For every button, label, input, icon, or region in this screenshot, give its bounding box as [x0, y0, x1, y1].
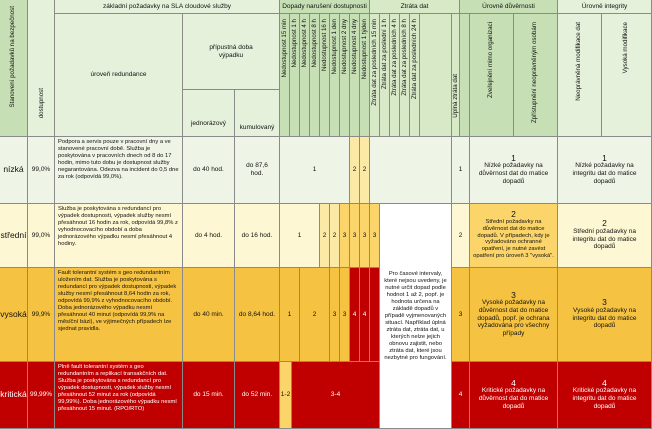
- integ-low-text: Nízké požadavky na integritu dat do matice dopadů: [572, 162, 637, 185]
- impact-medium-10: 3: [370, 204, 380, 268]
- conf-col-0: [460, 14, 470, 137]
- impact-low-9: 2: [360, 137, 370, 204]
- impact-col-header: [300, 14, 310, 137]
- impact-col-header-label: Nedostupnost 1 h: [291, 19, 298, 68]
- impact-col-header-label: Nedostupnost 15 min: [281, 19, 288, 78]
- data-loss-col-header-label: Ztráta dat za posledních 4 h: [391, 19, 398, 96]
- data-loss-total-header-label: Úplná ztráta dat: [452, 74, 459, 118]
- conf-col-2: [514, 14, 558, 137]
- cumulative-header: [235, 90, 280, 137]
- impact-medium-6: 2: [330, 204, 340, 268]
- impact-high-10: [370, 268, 380, 362]
- single-critical: do 15 min.: [183, 362, 235, 429]
- impact-high-9: 4: [360, 268, 370, 362]
- impact-high-6: 3: [330, 268, 340, 362]
- level-critical: kritická: [0, 362, 28, 429]
- integ-high: [558, 268, 652, 362]
- data-loss-col-header: [390, 14, 400, 137]
- conf-group-label: Úrovně důvěrnosti: [482, 2, 535, 10]
- impact-col-header-label: Nedostupnost 1 den: [331, 19, 338, 75]
- data-loss-low: [370, 137, 452, 204]
- availability-critical: 99,99%: [28, 362, 55, 429]
- conf-critical-text: Kritické požadavky na důvěrnost dat do matice dopadů: [478, 387, 549, 410]
- recovery-header-label: přípustná doba výpadku: [209, 43, 253, 59]
- cumulative-critical: do 52 min.: [235, 362, 280, 429]
- data-loss-group-label: Ztráta dat: [400, 2, 429, 10]
- integ-col-2: [602, 14, 652, 137]
- impact-col-header: [360, 14, 370, 137]
- conf-low: [470, 137, 558, 204]
- integ-critical: [558, 362, 652, 429]
- impact-critical-first: 1-2: [280, 362, 292, 429]
- integ-group-label: Úrovně integrity: [581, 2, 628, 10]
- redundancy-high: Fault tolerantní systém s geo redundantním uložením dat. Služba je poskytována s redundancí pro výpadek dostupnosti, výpadek služby nesmí přesáhnout 8,64 hodin za rok, odpovídá 99,9% z vyhodnocovacího období. Doba jednorázového výpadku nesmí přesáhnout 40 minut (odpovídá 99,9% na měsíční bázi), ve výjimečných případech lze sjednat pravidla.: [55, 268, 183, 362]
- integ-low: [558, 137, 652, 204]
- data-loss-total-header: [452, 14, 460, 137]
- level-low: nízká: [0, 137, 28, 204]
- conf-medium-level: 2: [511, 209, 516, 220]
- integ-critical-level: 4: [602, 377, 607, 388]
- single-medium: do 4 hod.: [183, 204, 235, 268]
- integ-col-2-label: Vysoká modifikace: [622, 22, 629, 74]
- impacts-group-header: [280, 0, 370, 14]
- conf-col-2-label: Zpřístupnění neoprávněným osobám: [531, 22, 538, 124]
- row-header-cell: [0, 0, 28, 137]
- integ-medium-level: 2: [602, 218, 607, 229]
- availability-header-label: dostupnost: [38, 88, 45, 119]
- impact-col-header: [310, 14, 320, 137]
- integ-col-1: [558, 14, 602, 137]
- impact-high-3: 2: [300, 268, 330, 362]
- impact-col-header: [290, 14, 300, 137]
- impact-col-header-label: Nedostupnost 1 týden: [361, 19, 368, 80]
- impact-medium-9: 3: [360, 204, 370, 268]
- impact-medium-7: 3: [340, 204, 350, 268]
- availability-medium: 99,0%: [28, 204, 55, 268]
- data-loss-col-header: [400, 14, 410, 137]
- conf-critical: [470, 362, 558, 429]
- data-loss-total-critical: 4: [452, 362, 470, 429]
- integ-medium: [558, 204, 652, 268]
- conf-col-1: [470, 14, 514, 137]
- impact-col-header-label: Nedostupnost 16 h: [321, 19, 328, 71]
- conf-low-text: Nízké požadavky na důvěrnost dat do matice dopadů: [478, 162, 549, 185]
- conf-high-text: Vysoké požadavky na důvěrnost dat do matice dopadů, popř. je ochrana vyžadována pro všechny případy: [477, 299, 550, 337]
- conf-col-1-label: Zveřejnění mimo organizaci: [487, 22, 494, 98]
- redundancy-critical: Plně fault tolerantní systém s geo redundantním a replikací transakčních dat. Služba je poskytována s redundancí pro výpadek dostupnosti, výpadek služby nesmí přesáhnout 52 minut za rok (odpovídá 99,99%). Doba jednorázového výpadku nesmí přesáhnout 15 minut. (RPO/RTO): [55, 362, 183, 429]
- integ-col-1-label: Neoprávněná modifikace dat: [575, 22, 582, 101]
- impact-col-header: [350, 14, 360, 137]
- impact-col-header-label: Nedostupnost 4 h: [301, 19, 308, 68]
- impact-low: 1: [280, 137, 350, 204]
- data-loss-note: Pro časové intervaly, které nejsou uvedeny, je nutné určit dopad podle hodnot 1 až 2, popř. je hodnota určena na základě dopadů v případě vyjmenovaných situací. Například úplná ztráta dat, ztráta dat, u kterých nelze jejich obnovu zajistit, nebo ztráta dat, které jsou nezbytné pro fungování.: [380, 204, 452, 429]
- impacts-group-label: Dopady narušení dostupnosti: [282, 2, 367, 10]
- impact-medium-5: 2: [320, 204, 330, 268]
- availability-low: 99,0%: [28, 137, 55, 204]
- single-high: do 40 min.: [183, 268, 235, 362]
- data-loss-total-low: 1: [452, 137, 470, 204]
- conf-group-header: [460, 0, 558, 14]
- cumulative-header-label: kumulovaný: [239, 124, 275, 132]
- impact-col-header: [340, 14, 350, 137]
- data-loss-col-header-label: Ztráta dat za poslední 1 h: [381, 19, 388, 90]
- impact-col-header: [320, 14, 330, 137]
- single-header-label: jednorázový: [190, 120, 227, 128]
- level-high: vysoká: [0, 268, 28, 362]
- availability-header: [28, 0, 55, 137]
- impact-col-header: [280, 14, 290, 137]
- data-loss-col-header-label: Ztráta dat za posledních 8 h: [401, 19, 408, 96]
- impact-high-1: 1: [280, 268, 300, 362]
- conf-critical-level: 4: [511, 377, 516, 388]
- impact-col-header-label: Nedostupnost 8 h: [311, 19, 318, 68]
- integ-medium-text: Střední požadavky na integritu dat do matice dopadů: [572, 227, 637, 251]
- impact-col-header-label: Nedostupnost 4 dny: [351, 19, 358, 75]
- cumulative-high: do 8,64 hod.: [235, 268, 280, 362]
- redundancy-low: Podpora a servis pouze v pracovní dny a ve stanovené pracovní době. Služba je poskytována v pracovních dnech od 8 do 17 hodin, mimo tuto dobu je dostupnost služby negarantována. Odezva na incident do 0,5 dne za rok (odpovídá 99,0%).: [55, 137, 183, 204]
- impact-col-header-label: Nedostupnost 2 dny: [341, 19, 348, 75]
- integ-low-level: 1: [602, 152, 607, 163]
- conf-high: [470, 268, 558, 362]
- impact-low-8: 2: [350, 137, 360, 204]
- data-loss-total-high: 3: [452, 268, 470, 362]
- redundancy-medium: Služba je poskytována s redundancí pro výpadek dostupnosti, výpadek služby nesmí přesáhnout 16 hodin za rok, odpovídá 99,8% z vyhodnocovacího období a doba jednorázového výpadku nesmí přesáhnout 4 hodiny.: [55, 204, 183, 268]
- conf-high-level: 3: [511, 289, 516, 300]
- impact-high-8: 4: [350, 268, 360, 362]
- data-loss-col-header-label: Ztráta dat za posledních 15 min: [371, 19, 378, 106]
- single-header: [183, 90, 235, 137]
- conf-medium-text: Střední požadavky na důvěrnost dat do matice dopadů. V případech, kdy je vyžadováno ochranné opatření, je nutné zavést opatření pro úroveň 3 "vysoká".: [473, 218, 554, 259]
- row-header-label: Stanovení požadavků na bezpečnost: [9, 6, 16, 108]
- impact-medium-8: 3: [350, 204, 360, 268]
- data-loss-col-header: [410, 14, 420, 137]
- redundancy-header-label: úroveň redundance: [90, 71, 147, 79]
- single-low: do 40 hod.: [183, 137, 235, 204]
- data-loss-group-header: [370, 0, 460, 14]
- impact-critical: 3-4: [292, 362, 380, 429]
- integ-critical-text: Kritické požadavky na integritu dat do matice dopadů: [572, 387, 637, 410]
- redundancy-header: [55, 14, 183, 137]
- data-loss-col-header-label: Ztráta dat za posledních 24 h: [411, 19, 418, 100]
- integ-high-level: 3: [602, 297, 607, 308]
- conf-low-level: 1: [511, 152, 516, 163]
- impact-high-7: 3: [340, 268, 350, 362]
- recovery-header: [183, 14, 280, 90]
- impact-col-header: [330, 14, 340, 137]
- data-loss-total-medium: 2: [452, 204, 470, 268]
- data-loss-spacer: [420, 14, 452, 137]
- conf-medium: [470, 204, 558, 268]
- data-loss-col-header: [380, 14, 390, 137]
- integ-high-text: Vysoké požadavky na integritu dat do matice dopadů: [572, 306, 637, 330]
- sla-group-header: [55, 0, 280, 14]
- cumulative-medium: do 16 hod.: [235, 204, 280, 268]
- impact-medium-1: 1: [280, 204, 320, 268]
- level-medium: střední: [0, 204, 28, 268]
- integ-group-header: [558, 0, 652, 14]
- sla-group-label: základní požadavky na SLA cloudové služby: [103, 2, 231, 10]
- data-loss-col-header: [370, 14, 380, 137]
- cumulative-low: do 87,6 hod.: [235, 137, 280, 204]
- availability-high: 99,9%: [28, 268, 55, 362]
